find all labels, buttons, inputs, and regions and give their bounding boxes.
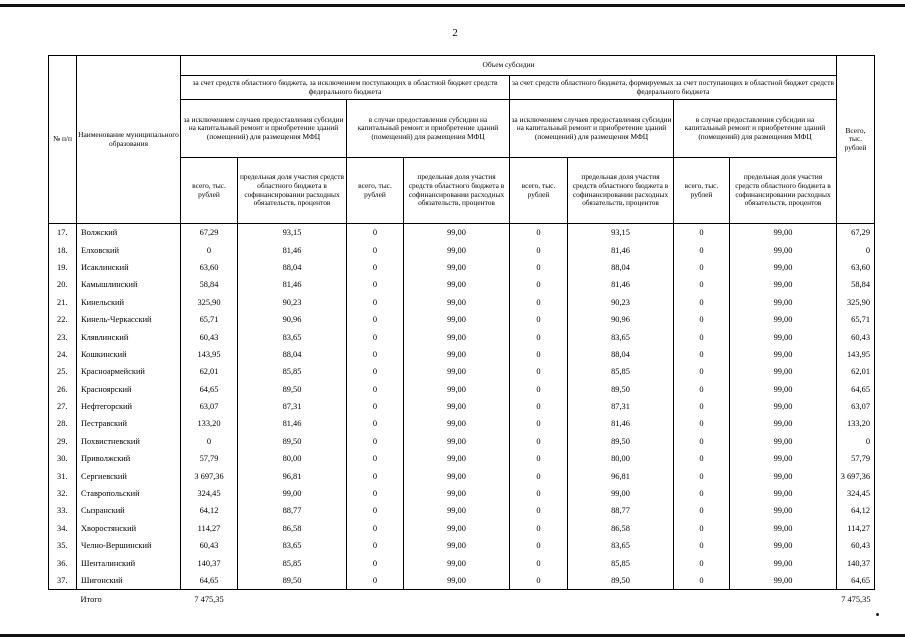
row-total-cell: 0 (837, 433, 875, 450)
federal-mfc-share-cell: 99,00 (730, 467, 837, 484)
regional-mfc-total-cell: 0 (347, 554, 404, 571)
header-volume: Объем субсидии (181, 56, 837, 76)
municipality-name-cell: Камышлинский (77, 276, 181, 293)
page-number: 2 (452, 27, 458, 39)
table-row (49, 520, 875, 537)
regional-mfc-total-cell: 0 (347, 450, 404, 467)
federal-mfc-share-cell: 99,00 (730, 224, 837, 241)
regional-share-cell: 81,46 (238, 276, 347, 293)
regional-mfc-total-cell: 0 (347, 259, 404, 276)
federal-total-cell: 0 (510, 502, 568, 519)
regional-mfc-total-cell: 0 (347, 467, 404, 484)
regional-mfc-total-cell: 0 (347, 224, 404, 241)
federal-mfc-share-cell: 99,00 (730, 502, 837, 519)
federal-mfc-total-cell: 0 (674, 398, 730, 415)
municipality-name-cell: Сызранский (77, 502, 181, 519)
regional-mfc-share-cell: 99,00 (404, 398, 510, 415)
federal-mfc-total-cell: 0 (674, 467, 730, 484)
row-number-cell: 25. (49, 363, 77, 380)
federal-mfc-total-cell: 0 (674, 381, 730, 398)
federal-total-cell: 0 (510, 259, 568, 276)
regional-mfc-share-cell: 99,00 (404, 294, 510, 311)
federal-mfc-total-cell: 0 (674, 572, 730, 590)
row-total-cell: 143,95 (837, 346, 875, 363)
row-total-cell: 3 697,36 (837, 467, 875, 484)
regional-mfc-share-cell: 99,00 (404, 554, 510, 571)
header-mfc-case-b: в случае предоставления субсидии на капитальный ремонт и приобретение зданий (помещений) для размещения МФЦ (674, 100, 837, 158)
regional-share-cell: 99,00 (238, 485, 347, 502)
municipality-name-cell: Ставропольский (77, 485, 181, 502)
row-number-cell: 28. (49, 415, 77, 432)
federal-mfc-total-cell: 0 (674, 485, 730, 502)
federal-share-cell: 96,81 (568, 467, 674, 484)
regional-share-cell: 80,00 (238, 450, 347, 467)
regional-mfc-total-cell: 0 (347, 537, 404, 554)
municipality-name-cell: Похвистневский (77, 433, 181, 450)
header-group-regional: за счет средств областного бюджета, за исключением поступающих в областной бюджет средств федерального бюджета (181, 76, 510, 100)
regional-mfc-total-cell: 0 (347, 311, 404, 328)
federal-total-cell: 0 (510, 294, 568, 311)
row-total-cell: 64,65 (837, 381, 875, 398)
row-number-cell: 33. (49, 502, 77, 519)
regional-mfc-total-cell: 0 (347, 520, 404, 537)
federal-share-cell: 81,46 (568, 276, 674, 293)
regional-mfc-share-cell: 99,00 (404, 537, 510, 554)
row-number-cell: 23. (49, 328, 77, 345)
table-row (49, 363, 875, 380)
table-row (49, 381, 875, 398)
federal-share-cell: 90,96 (568, 311, 674, 328)
header-num: № п/п (49, 56, 77, 224)
federal-mfc-total-cell: 0 (674, 259, 730, 276)
row-number-cell: 30. (49, 450, 77, 467)
regional-mfc-share-cell: 99,00 (404, 241, 510, 258)
table-row (49, 328, 875, 345)
regional-mfc-share-cell: 99,00 (404, 381, 510, 398)
regional-share-cell: 88,04 (238, 346, 347, 363)
regional-share-cell: 88,04 (238, 259, 347, 276)
regional-mfc-total-cell: 0 (347, 415, 404, 432)
federal-mfc-total-cell: 0 (674, 363, 730, 380)
regional-total-cell: 57,79 (181, 450, 238, 467)
header-vsego-1: всего, тыс. рублей (181, 158, 238, 224)
federal-total-cell: 0 (510, 311, 568, 328)
regional-share-cell: 85,85 (238, 554, 347, 571)
subsidy-table (48, 55, 874, 609)
federal-mfc-share-cell: 99,00 (730, 415, 837, 432)
regional-share-cell: 88,77 (238, 502, 347, 519)
header-share-2: предельная доля участия средств областного бюджета в софинансировании расходных обязательств, процентов (404, 158, 510, 224)
regional-mfc-share-cell: 99,00 (404, 346, 510, 363)
row-total-cell: 63,60 (837, 259, 875, 276)
federal-mfc-total-cell: 0 (674, 554, 730, 571)
table-row (49, 572, 875, 590)
regional-share-cell: 90,23 (238, 294, 347, 311)
regional-share-cell: 86,58 (238, 520, 347, 537)
federal-share-cell: 88,04 (568, 259, 674, 276)
federal-share-cell: 87,31 (568, 398, 674, 415)
table-row (49, 311, 875, 328)
header-vsego-2: всего, тыс. рублей (347, 158, 404, 224)
table-row (49, 467, 875, 484)
federal-mfc-total-cell: 0 (674, 346, 730, 363)
row-total-cell: 62,01 (837, 363, 875, 380)
regional-mfc-share-cell: 99,00 (404, 433, 510, 450)
federal-mfc-share-cell: 99,00 (730, 537, 837, 554)
municipality-name-cell: Кинель-Черкасский (77, 311, 181, 328)
regional-mfc-total-cell: 0 (347, 502, 404, 519)
regional-mfc-share-cell: 99,00 (404, 502, 510, 519)
regional-mfc-total-cell: 0 (347, 328, 404, 345)
federal-mfc-share-cell: 99,00 (730, 294, 837, 311)
regional-mfc-total-cell: 0 (347, 346, 404, 363)
table-row (49, 450, 875, 467)
row-total-cell: 114,27 (837, 520, 875, 537)
regional-total-cell: 140,37 (181, 554, 238, 571)
municipality-name-cell: Кинельский (77, 294, 181, 311)
federal-mfc-share-cell: 99,00 (730, 363, 837, 380)
regional-share-cell: 81,46 (238, 415, 347, 432)
table-row (49, 259, 875, 276)
row-total-cell: 60,43 (837, 328, 875, 345)
regional-share-cell: 89,50 (238, 381, 347, 398)
federal-total-cell: 0 (510, 346, 568, 363)
regional-share-cell: 90,96 (238, 311, 347, 328)
table-header (48, 55, 875, 224)
federal-total-cell: 0 (510, 572, 568, 590)
federal-total-cell: 0 (510, 276, 568, 293)
regional-total-cell: 3 697,36 (181, 467, 238, 484)
row-number-cell: 19. (49, 259, 77, 276)
federal-total-cell: 0 (510, 485, 568, 502)
header-except-case-b: за исключением случаев предоставления субсидии на капитальный ремонт и приобретение зданий (помещений) для размещения МФЦ (510, 100, 674, 158)
regional-total-cell: 64,65 (181, 572, 238, 590)
federal-total-cell: 0 (510, 381, 568, 398)
regional-mfc-share-cell: 99,00 (404, 572, 510, 590)
row-total-cell: 64,65 (837, 572, 875, 590)
federal-mfc-share-cell: 99,00 (730, 520, 837, 537)
row-number-cell: 20. (49, 276, 77, 293)
total-value-regional: 7 475,35 (194, 595, 224, 605)
header-name: Наименование муниципального образования (77, 56, 181, 224)
regional-mfc-share-cell: 99,00 (404, 520, 510, 537)
federal-share-cell: 81,46 (568, 241, 674, 258)
regional-total-cell: 64,12 (181, 502, 238, 519)
table-row (49, 276, 875, 293)
federal-share-cell: 88,04 (568, 346, 674, 363)
federal-total-cell: 0 (510, 398, 568, 415)
federal-share-cell: 86,58 (568, 520, 674, 537)
top-border-line (0, 4, 905, 7)
federal-share-cell: 85,85 (568, 363, 674, 380)
federal-mfc-total-cell: 0 (674, 520, 730, 537)
federal-mfc-share-cell: 99,00 (730, 328, 837, 345)
federal-share-cell: 90,23 (568, 294, 674, 311)
header-except-case-a: за исключением случаев предоставления субсидии на капитальный ремонт и приобретение зданий (помещений) для размещения МФЦ (181, 100, 347, 158)
federal-mfc-total-cell: 0 (674, 294, 730, 311)
federal-mfc-share-cell: 99,00 (730, 450, 837, 467)
row-total-cell: 60,43 (837, 537, 875, 554)
federal-total-cell: 0 (510, 554, 568, 571)
regional-mfc-share-cell: 99,00 (404, 450, 510, 467)
regional-total-cell: 133,20 (181, 415, 238, 432)
municipality-name-cell: Кошкинский (77, 346, 181, 363)
federal-total-cell: 0 (510, 415, 568, 432)
regional-total-cell: 63,60 (181, 259, 238, 276)
regional-total-cell: 67,29 (181, 224, 238, 241)
row-number-cell: 26. (49, 381, 77, 398)
federal-mfc-total-cell: 0 (674, 450, 730, 467)
federal-mfc-total-cell: 0 (674, 415, 730, 432)
table-row (49, 554, 875, 571)
federal-mfc-share-cell: 99,00 (730, 346, 837, 363)
row-total-cell: 58,84 (837, 276, 875, 293)
row-number-cell: 17. (49, 224, 77, 241)
regional-total-cell: 63,07 (181, 398, 238, 415)
row-number-cell: 32. (49, 485, 77, 502)
table-row (49, 224, 875, 241)
federal-mfc-total-cell: 0 (674, 537, 730, 554)
row-total-cell: 0 (837, 241, 875, 258)
header-vsego-4: всего, тыс. рублей (674, 158, 730, 224)
row-number-cell: 37. (49, 572, 77, 590)
regional-mfc-share-cell: 99,00 (404, 415, 510, 432)
regional-total-cell: 62,01 (181, 363, 238, 380)
federal-total-cell: 0 (510, 433, 568, 450)
regional-mfc-total-cell: 0 (347, 363, 404, 380)
regional-share-cell: 89,50 (238, 433, 347, 450)
municipality-name-cell: Клявлинский (77, 328, 181, 345)
regional-mfc-share-cell: 99,00 (404, 259, 510, 276)
table-row (49, 502, 875, 519)
federal-mfc-share-cell: 99,00 (730, 485, 837, 502)
row-number-cell: 27. (49, 398, 77, 415)
municipality-name-cell: Шигонский (77, 572, 181, 590)
total-row (49, 590, 875, 610)
regional-share-cell: 87,31 (238, 398, 347, 415)
regional-total-cell: 58,84 (181, 276, 238, 293)
table-body (48, 224, 875, 609)
regional-mfc-share-cell: 99,00 (404, 311, 510, 328)
federal-share-cell: 80,00 (568, 450, 674, 467)
regional-mfc-share-cell: 99,00 (404, 224, 510, 241)
federal-share-cell: 89,50 (568, 433, 674, 450)
row-total-cell: 64,12 (837, 502, 875, 519)
regional-total-cell: 325,90 (181, 294, 238, 311)
regional-share-cell: 96,81 (238, 467, 347, 484)
federal-mfc-share-cell: 99,00 (730, 398, 837, 415)
row-total-cell: 140,37 (837, 554, 875, 571)
regional-mfc-total-cell: 0 (347, 485, 404, 502)
federal-share-cell: 93,15 (568, 224, 674, 241)
federal-total-cell: 0 (510, 328, 568, 345)
row-number-cell: 24. (49, 346, 77, 363)
municipality-name-cell: Исаклинский (77, 259, 181, 276)
scan-speck (876, 613, 879, 616)
federal-mfc-share-cell: 99,00 (730, 572, 837, 590)
row-number-cell: 36. (49, 554, 77, 571)
federal-total-cell: 0 (510, 467, 568, 484)
bottom-border-line (0, 634, 905, 637)
federal-mfc-share-cell: 99,00 (730, 311, 837, 328)
regional-mfc-share-cell: 99,00 (404, 328, 510, 345)
row-number-cell: 18. (49, 241, 77, 258)
regional-total-cell: 114,27 (181, 520, 238, 537)
municipality-name-cell: Шенталинский (77, 554, 181, 571)
row-number-cell: 31. (49, 467, 77, 484)
federal-total-cell: 0 (510, 224, 568, 241)
regional-mfc-share-cell: 99,00 (404, 276, 510, 293)
federal-share-cell: 83,65 (568, 537, 674, 554)
municipality-name-cell: Приволжский (77, 450, 181, 467)
regional-mfc-share-cell: 99,00 (404, 467, 510, 484)
header-share-1: предельная доля участия средств областного бюджета в софинансировании расходных обязательств, процентов (238, 158, 347, 224)
federal-total-cell: 0 (510, 450, 568, 467)
federal-mfc-total-cell: 0 (674, 311, 730, 328)
regional-mfc-share-cell: 99,00 (404, 363, 510, 380)
row-number-cell: 21. (49, 294, 77, 311)
table-row (49, 415, 875, 432)
regional-mfc-share-cell: 99,00 (404, 485, 510, 502)
federal-mfc-share-cell: 99,00 (730, 241, 837, 258)
regional-mfc-total-cell: 0 (347, 241, 404, 258)
federal-mfc-total-cell: 0 (674, 276, 730, 293)
regional-share-cell: 93,15 (238, 224, 347, 241)
regional-mfc-total-cell: 0 (347, 276, 404, 293)
regional-mfc-total-cell: 0 (347, 381, 404, 398)
federal-share-cell: 89,50 (568, 381, 674, 398)
federal-mfc-total-cell: 0 (674, 241, 730, 258)
municipality-name-cell: Челно-Вершинский (77, 537, 181, 554)
federal-mfc-share-cell: 99,00 (730, 259, 837, 276)
total-value-all: 7 475,35 (841, 595, 871, 605)
row-number-cell: 35. (49, 537, 77, 554)
federal-total-cell: 0 (510, 537, 568, 554)
table-row (49, 485, 875, 502)
regional-mfc-total-cell: 0 (347, 294, 404, 311)
regional-share-cell: 83,65 (238, 328, 347, 345)
municipality-name-cell: Елховский (77, 241, 181, 258)
regional-share-cell: 85,85 (238, 363, 347, 380)
regional-total-cell: 60,43 (181, 328, 238, 345)
header-mfc-case-a: в случае предоставления субсидии на капитальный ремонт и приобретение зданий (помещений) для размещения МФЦ (347, 100, 510, 158)
federal-share-cell: 83,65 (568, 328, 674, 345)
regional-mfc-total-cell: 0 (347, 433, 404, 450)
federal-mfc-total-cell: 0 (674, 502, 730, 519)
regional-share-cell: 83,65 (238, 537, 347, 554)
header-share-4: предельная доля участия средств областного бюджета в софинансировании расходных обязательств, процентов (730, 158, 837, 224)
municipality-name-cell: Красноярский (77, 381, 181, 398)
federal-share-cell: 85,85 (568, 554, 674, 571)
header-vsego-3: всего, тыс. рублей (510, 158, 568, 224)
federal-mfc-total-cell: 0 (674, 433, 730, 450)
municipality-name-cell: Хворостянский (77, 520, 181, 537)
municipality-name-cell: Нефтегорский (77, 398, 181, 415)
header-share-3: предельная доля участия средств областного бюджета в софинансировании расходных обязательств, процентов (568, 158, 674, 224)
regional-total-cell: 0 (181, 433, 238, 450)
regional-mfc-total-cell: 0 (347, 398, 404, 415)
table-row (49, 294, 875, 311)
regional-mfc-total-cell: 0 (347, 572, 404, 590)
total-label: Итого (80, 595, 102, 605)
row-number-cell: 34. (49, 520, 77, 537)
regional-total-cell: 65,71 (181, 311, 238, 328)
regional-total-cell: 324,45 (181, 485, 238, 502)
table-row (49, 537, 875, 554)
municipality-name-cell: Красноармейский (77, 363, 181, 380)
row-total-cell: 65,71 (837, 311, 875, 328)
row-total-cell: 324,45 (837, 485, 875, 502)
row-total-cell: 67,29 (837, 224, 875, 241)
federal-total-cell: 0 (510, 520, 568, 537)
municipality-name-cell: Пестравский (77, 415, 181, 432)
row-total-cell: 325,90 (837, 294, 875, 311)
federal-total-cell: 0 (510, 241, 568, 258)
federal-total-cell: 0 (510, 363, 568, 380)
municipality-name-cell: Сергиевский (77, 467, 181, 484)
regional-share-cell: 81,46 (238, 241, 347, 258)
row-total-cell: 133,20 (837, 415, 875, 432)
row-total-cell: 57,79 (837, 450, 875, 467)
table-row (49, 346, 875, 363)
row-number-cell: 29. (49, 433, 77, 450)
federal-mfc-total-cell: 0 (674, 328, 730, 345)
regional-total-cell: 0 (181, 241, 238, 258)
federal-share-cell: 88,77 (568, 502, 674, 519)
table-row (49, 398, 875, 415)
table-row (49, 433, 875, 450)
federal-mfc-share-cell: 99,00 (730, 554, 837, 571)
row-total-cell: 63,07 (837, 398, 875, 415)
regional-share-cell: 89,50 (238, 572, 347, 590)
federal-mfc-share-cell: 99,00 (730, 381, 837, 398)
federal-mfc-share-cell: 99,00 (730, 433, 837, 450)
header-group-federal: за счет средств областного бюджета, формируемых за счет поступающих в областной бюджет средств федерального бюджета (510, 76, 837, 100)
table-row (49, 241, 875, 258)
regional-total-cell: 60,43 (181, 537, 238, 554)
header-total: Всего, тыс. рублей (837, 56, 875, 224)
row-number-cell: 22. (49, 311, 77, 328)
regional-total-cell: 143,95 (181, 346, 238, 363)
regional-total-cell: 64,65 (181, 381, 238, 398)
federal-mfc-total-cell: 0 (674, 224, 730, 241)
federal-share-cell: 89,50 (568, 572, 674, 590)
federal-mfc-share-cell: 99,00 (730, 276, 837, 293)
federal-share-cell: 81,46 (568, 415, 674, 432)
federal-share-cell: 99,00 (568, 485, 674, 502)
municipality-name-cell: Волжский (77, 224, 181, 241)
